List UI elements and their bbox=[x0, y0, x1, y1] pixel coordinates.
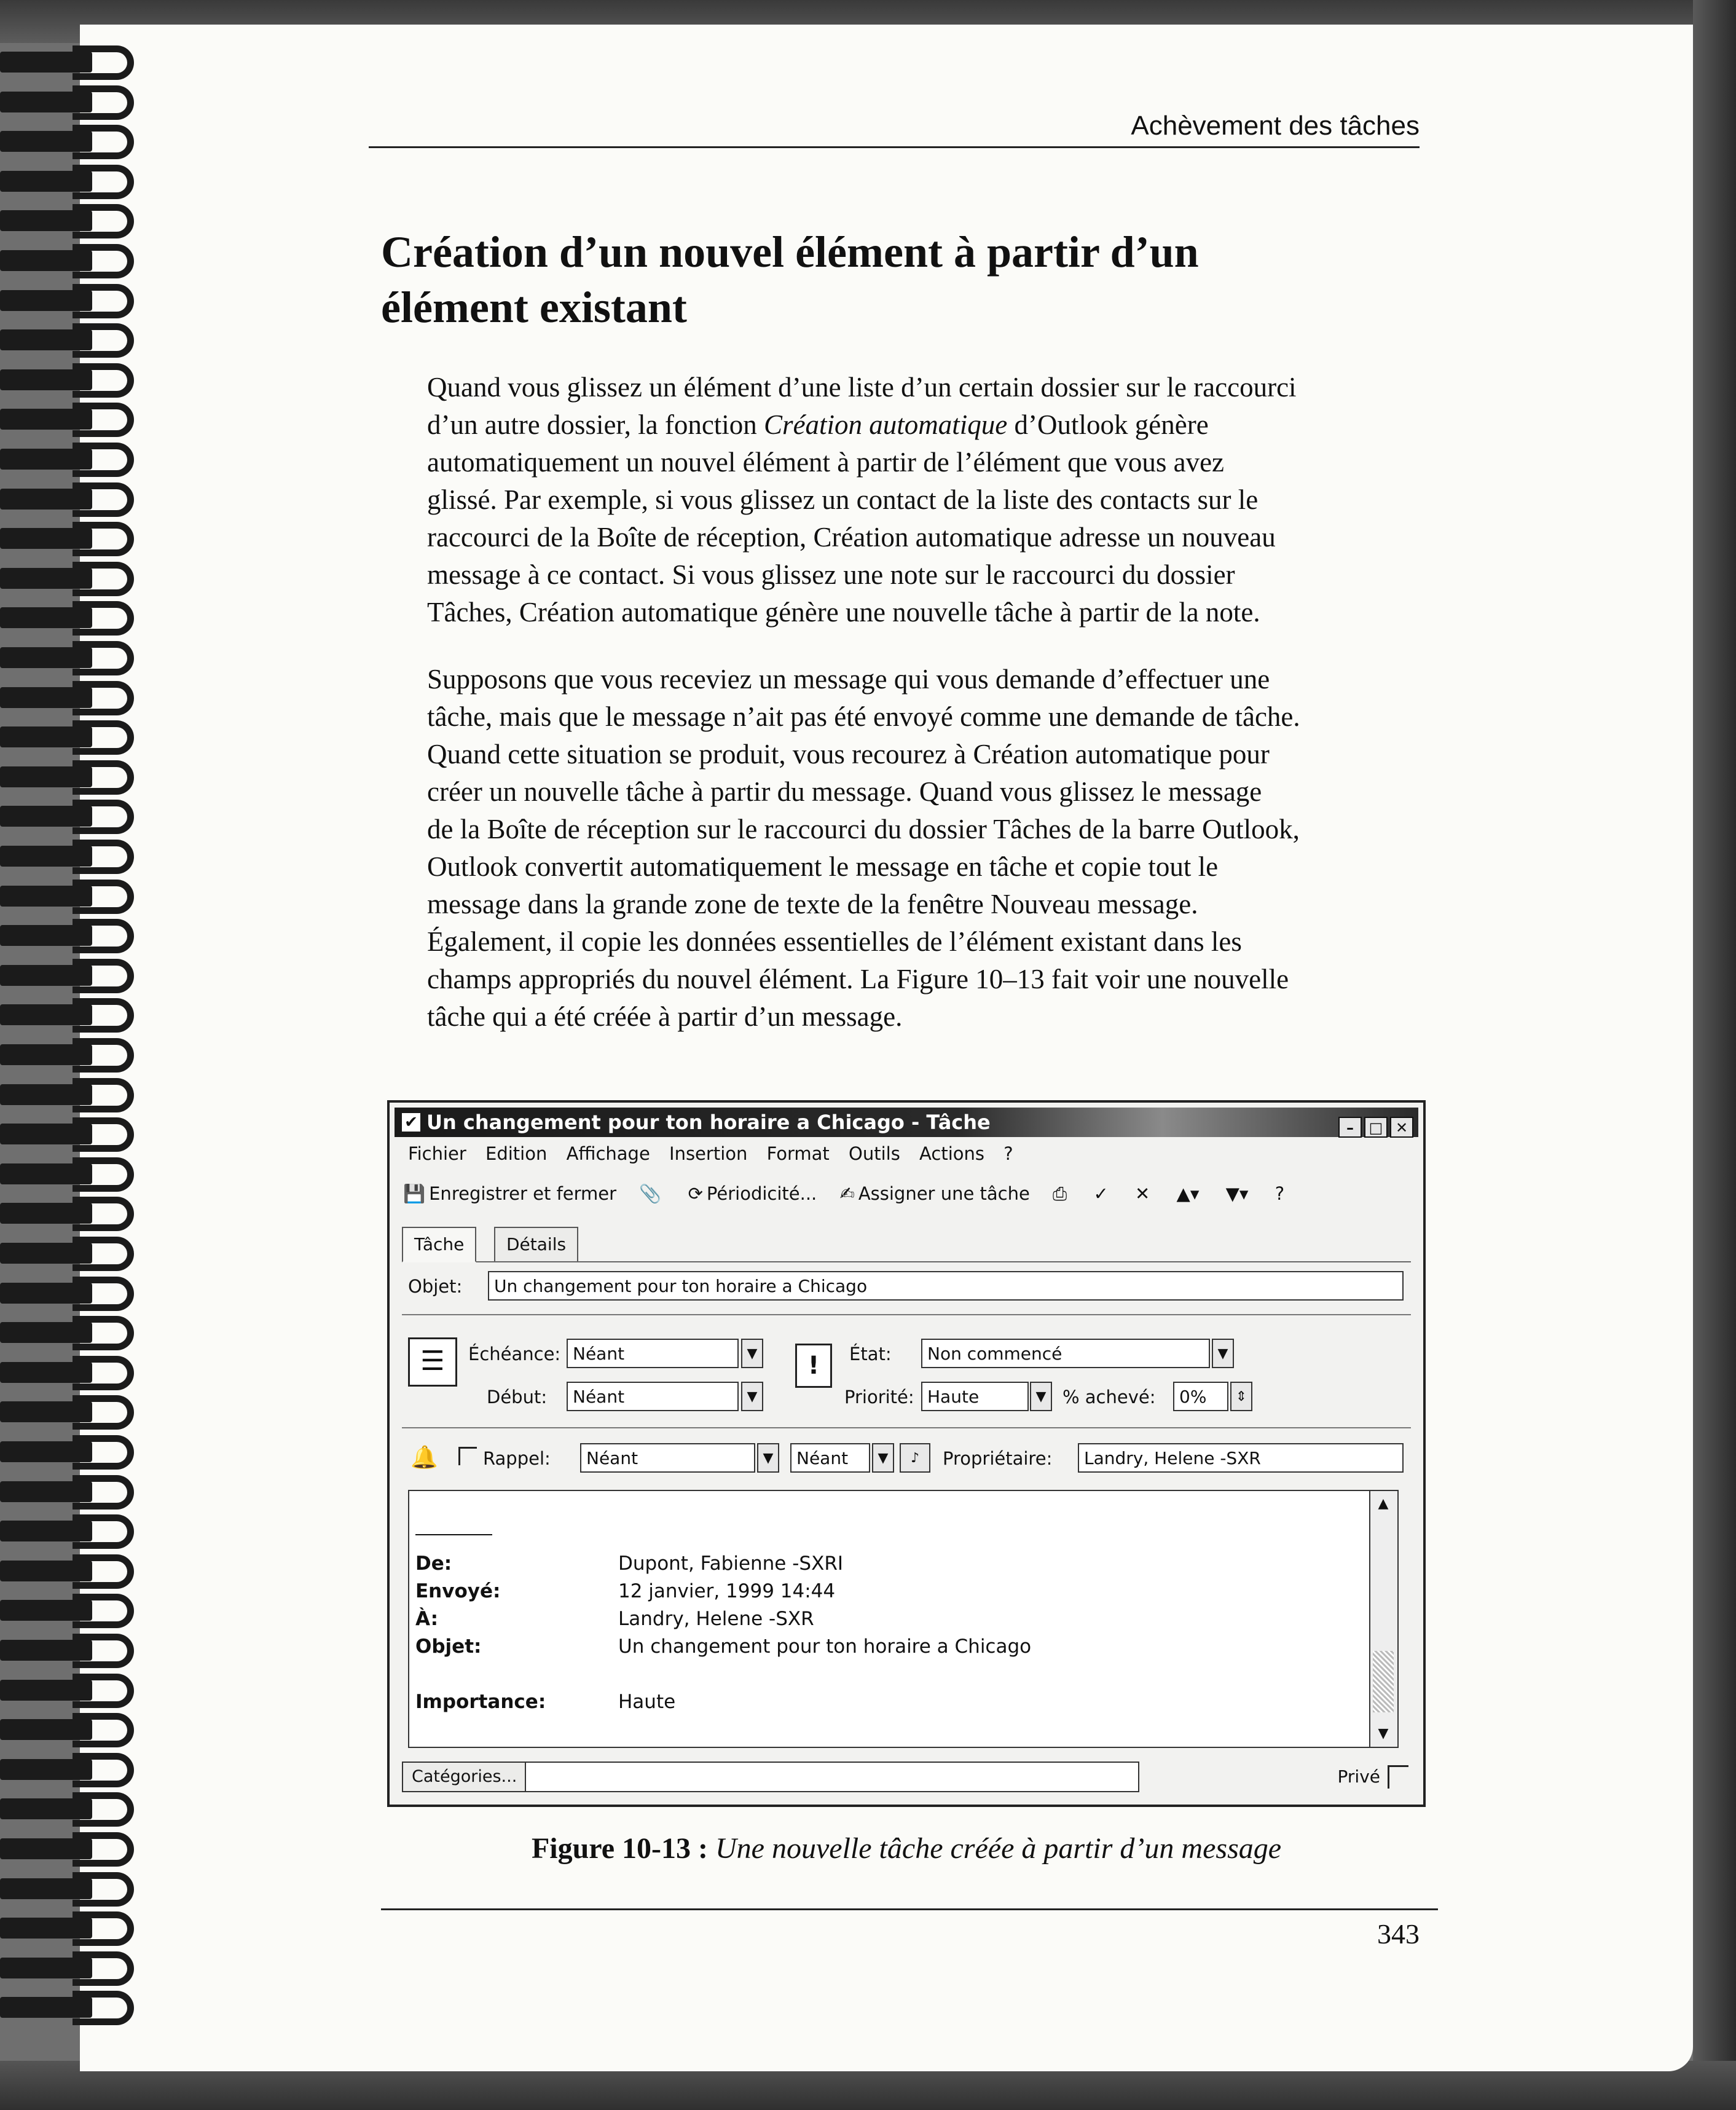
binding-coil bbox=[0, 321, 154, 360]
save-close-label: Enregistrer et fermer bbox=[429, 1183, 617, 1204]
header-subject bbox=[415, 1636, 1031, 1658]
figure-caption bbox=[387, 1832, 1426, 1865]
coil-loop bbox=[73, 1594, 134, 1628]
binding-coil bbox=[0, 1155, 154, 1194]
notes-scrollbar[interactable] bbox=[1369, 1491, 1397, 1747]
binding-coil bbox=[0, 519, 154, 559]
assign-task-label: Assigner une tâche bbox=[858, 1183, 1030, 1204]
coil-loop bbox=[73, 1792, 134, 1827]
minimize-icon[interactable]: – bbox=[1338, 1117, 1362, 1138]
msg-subject-value: Un changement pour ton horaire a Chicago bbox=[618, 1636, 1032, 1658]
coil-loop bbox=[73, 919, 134, 953]
coil-loop bbox=[73, 1554, 134, 1589]
coil-loop bbox=[73, 1911, 134, 1946]
maximize-icon[interactable]: □ bbox=[1364, 1117, 1388, 1138]
help-button[interactable] bbox=[1275, 1183, 1288, 1204]
header-from bbox=[415, 1553, 843, 1575]
coil-loop bbox=[73, 720, 134, 755]
coil-loop bbox=[73, 1078, 134, 1112]
binding-coil bbox=[0, 1591, 154, 1631]
binding-coil bbox=[0, 599, 154, 638]
binding-coil bbox=[0, 1671, 154, 1710]
binding-coil bbox=[0, 1433, 154, 1472]
page-title-line-2: élément existant bbox=[381, 283, 687, 332]
coil-loop bbox=[73, 1634, 134, 1668]
binding-coil bbox=[0, 877, 154, 916]
recurrence-icon: ⟳ bbox=[688, 1183, 703, 1204]
binding-coil bbox=[0, 83, 154, 122]
coil-loop bbox=[73, 1753, 134, 1787]
binding-coil bbox=[0, 1710, 154, 1750]
menu-insertion[interactable]: Insertion bbox=[669, 1143, 748, 1164]
subject-label: Objet: bbox=[408, 1276, 463, 1297]
from-value: Dupont, Fabienne -SXRI bbox=[618, 1553, 844, 1575]
arrow-down-icon: ▼▾ bbox=[1225, 1183, 1249, 1204]
reminder-date-dropdown-icon[interactable]: ▼ bbox=[757, 1443, 779, 1473]
complete-spinner-icon[interactable]: ⇕ bbox=[1230, 1382, 1252, 1411]
owner-input[interactable]: Landry, Helene -SXR bbox=[1078, 1443, 1404, 1473]
reminder-time-input[interactable]: Néant bbox=[790, 1443, 870, 1473]
paragraph-1 bbox=[427, 369, 1423, 631]
status-input[interactable]: Non commencé bbox=[921, 1339, 1210, 1368]
delete-icon: ✕ bbox=[1135, 1183, 1150, 1204]
binding-coil bbox=[0, 1393, 154, 1432]
binding-coil bbox=[0, 1512, 154, 1551]
coil-loop bbox=[73, 403, 134, 437]
coil-loop bbox=[73, 1435, 134, 1470]
figure-caption-text: Une nouvelle tâche créée à partir d’un message bbox=[715, 1832, 1282, 1865]
binding-coil bbox=[0, 1631, 154, 1671]
separator-2 bbox=[402, 1427, 1411, 1428]
close-icon[interactable]: ✕ bbox=[1390, 1117, 1413, 1138]
binding-coil bbox=[0, 1949, 154, 1988]
binding-coil bbox=[0, 797, 154, 837]
paperclip-icon: 📎 bbox=[639, 1183, 662, 1204]
menu-bar bbox=[408, 1143, 1027, 1164]
reminder-date-input[interactable]: Néant bbox=[580, 1443, 755, 1473]
page-title-line-1: Création d’un nouvel élément à partir d’un bbox=[381, 227, 1199, 277]
coil-loop bbox=[73, 204, 134, 238]
window-footer bbox=[402, 1759, 1411, 1793]
header-to bbox=[415, 1608, 814, 1630]
coil-loop bbox=[73, 85, 134, 120]
owner-label: Propriétaire: bbox=[943, 1448, 1053, 1469]
binding-coil bbox=[0, 1988, 154, 2028]
coil-loop bbox=[73, 165, 134, 199]
coil-loop bbox=[73, 840, 134, 874]
from-label: De: bbox=[415, 1553, 452, 1575]
importance-value: Haute bbox=[618, 1691, 676, 1713]
categories-button[interactable]: Catégories... bbox=[402, 1762, 527, 1792]
header-importance bbox=[415, 1691, 675, 1713]
menu-actions[interactable]: Actions bbox=[919, 1143, 984, 1164]
coil-loop bbox=[73, 880, 134, 914]
coil-loop bbox=[73, 1237, 134, 1271]
priority-label: Priorité: bbox=[844, 1387, 914, 1407]
paragraph-1-text-a: Quand vous glissez un élément d’une liste d’un certain dossier sur le raccourci d’un autre dossier, la fonction bbox=[427, 372, 1297, 440]
coil-loop bbox=[73, 998, 134, 1033]
coil-loop bbox=[73, 284, 134, 318]
page-title bbox=[381, 224, 1487, 335]
binding-coil bbox=[0, 400, 154, 439]
due-input[interactable]: Néant bbox=[567, 1339, 739, 1368]
binding-coil bbox=[0, 1473, 154, 1512]
binding-coil bbox=[0, 1234, 154, 1273]
coil-loop bbox=[73, 1277, 134, 1311]
binding-coil bbox=[0, 1076, 154, 1115]
binding-coil bbox=[0, 639, 154, 678]
binding-coil bbox=[0, 1313, 154, 1353]
coil-loop bbox=[73, 760, 134, 795]
coil-loop bbox=[73, 1951, 134, 1986]
binding-coil bbox=[0, 1790, 154, 1829]
binding-coil bbox=[0, 1274, 154, 1313]
start-label: Début: bbox=[487, 1387, 548, 1407]
coil-loop bbox=[73, 45, 134, 80]
status-alert-icon: ! bbox=[795, 1344, 832, 1388]
reminder-bell-icon: 🔔 bbox=[410, 1445, 438, 1470]
recurrence-button[interactable] bbox=[688, 1183, 817, 1204]
tab-tache[interactable]: Tâche bbox=[402, 1227, 476, 1262]
calendar-icon: ☰ bbox=[408, 1337, 457, 1387]
reminder-label: Rappel: bbox=[483, 1448, 551, 1469]
coil-loop bbox=[73, 1872, 134, 1907]
menu-format[interactable]: Format bbox=[766, 1143, 830, 1164]
scroll-thumb[interactable] bbox=[1373, 1651, 1394, 1712]
to-value: Landry, Helene -SXR bbox=[618, 1608, 814, 1630]
previous-item-button[interactable] bbox=[1177, 1183, 1203, 1204]
menu-fichier[interactable]: Fichier bbox=[408, 1143, 466, 1164]
task-check-icon: ✔ bbox=[402, 1113, 420, 1132]
recurrence-label: Périodicité... bbox=[706, 1183, 817, 1204]
coil-loop bbox=[73, 323, 134, 358]
coil-loop bbox=[73, 443, 134, 477]
sent-value: 12 janvier, 1999 14:44 bbox=[618, 1580, 836, 1602]
binding-coil bbox=[0, 1552, 154, 1591]
due-dropdown-icon[interactable]: ▼ bbox=[741, 1339, 763, 1368]
coil-loop bbox=[73, 959, 134, 993]
paragraph-2: Supposons que vous receviez un message qui vous demande d’effectuer une tâche, mais que le message n’ait pas été envoyé comme une demande de tâche. Quand cette situation se produit, vous recourez à Création automatique pour créer un nouvelle tâche à partir du message. Quand vous glissez le message de la Boîte de réception sur le raccourci du dossier Tâches de la barre Outlook, Outlook convertit automatiquement le message en tâche et copie tout le message dans la grande zone de texte de la fenêtre Nouveau message. Également, il copie les données essentielles de l’élément existant dans les champs appropriés du nouvel élément. La Figure 10–13 fait voir une nouvelle tâche qui a été créée à partir d’un message. bbox=[427, 664, 1300, 1032]
window-titlebar bbox=[395, 1108, 1418, 1137]
binding-coil bbox=[0, 718, 154, 757]
importance-label: Importance: bbox=[415, 1691, 546, 1713]
save-icon: 💾 bbox=[403, 1183, 426, 1204]
binding-coil bbox=[0, 559, 154, 599]
start-input[interactable]: Néant bbox=[567, 1382, 739, 1411]
priority-input[interactable]: Haute bbox=[921, 1382, 1029, 1411]
assign-task-button[interactable] bbox=[840, 1183, 1030, 1204]
subject-input[interactable]: Un changement pour ton horaire a Chicago bbox=[488, 1271, 1404, 1301]
binding-coil bbox=[0, 43, 154, 82]
binding-coil bbox=[0, 956, 154, 996]
sent-label: Envoyé: bbox=[415, 1580, 501, 1602]
tab-details[interactable]: Détails bbox=[494, 1227, 578, 1261]
binding-coil bbox=[0, 1115, 154, 1154]
binding-coil bbox=[0, 202, 154, 241]
page-number: 343 bbox=[1377, 1918, 1420, 1950]
complete-label: % achevé: bbox=[1062, 1387, 1156, 1407]
coil-loop bbox=[73, 1713, 134, 1747]
coil-loop bbox=[73, 363, 134, 398]
priority-dropdown-icon[interactable]: ▼ bbox=[1030, 1382, 1052, 1411]
binding-coil bbox=[0, 1353, 154, 1393]
binding-coil bbox=[0, 1750, 154, 1790]
binding-coil bbox=[0, 996, 154, 1035]
coil-loop bbox=[73, 1117, 134, 1152]
scroll-down-icon[interactable]: ▼ bbox=[1378, 1726, 1389, 1741]
coil-loop bbox=[73, 1475, 134, 1510]
coil-loop bbox=[73, 641, 134, 675]
binding-coil bbox=[0, 162, 154, 202]
reminder-checkbox[interactable] bbox=[458, 1447, 477, 1465]
binding-coil bbox=[0, 1194, 154, 1234]
attach-button[interactable] bbox=[639, 1183, 665, 1204]
figure-number: Figure 10-13 : bbox=[531, 1832, 708, 1865]
coil-loop bbox=[73, 482, 134, 517]
arrow-up-icon: ▲▾ bbox=[1176, 1183, 1200, 1204]
coil-loop bbox=[73, 1038, 134, 1073]
binding-coil bbox=[0, 122, 154, 162]
coil-loop bbox=[73, 1514, 134, 1549]
coil-loop bbox=[73, 522, 134, 556]
binding-coil bbox=[0, 480, 154, 519]
header-rule bbox=[369, 146, 1420, 148]
coil-loop bbox=[73, 1157, 134, 1192]
window-controls bbox=[1336, 1111, 1413, 1141]
mark-complete-icon: ✓ bbox=[1093, 1183, 1109, 1204]
binding-coil bbox=[0, 281, 154, 321]
delete-button[interactable] bbox=[1135, 1183, 1153, 1204]
coil-loop bbox=[73, 1316, 134, 1350]
separator-1 bbox=[402, 1314, 1411, 1315]
notes-body[interactable] bbox=[408, 1490, 1399, 1748]
binding-coil bbox=[0, 440, 154, 479]
binding-coil bbox=[0, 837, 154, 876]
coil-loop bbox=[73, 1356, 134, 1390]
save-close-button[interactable] bbox=[403, 1183, 616, 1204]
send-status-button[interactable] bbox=[1053, 1183, 1070, 1204]
coil-loop bbox=[73, 562, 134, 596]
paragraph-1-text-b: d’Outlook génère automatiquement un nouvel élément à partir de l’élément que vous avez glissé. Par exemple, si vous glissez un contact de la liste des contacts sur le raccourci de la Boîte de réception, Création automatique adresse un nouveau message à ce contact. Si vous glissez une note sur le raccourci du dossier Tâches, Création automatique génère une nouvelle tâche à partir de la note. bbox=[427, 409, 1276, 628]
coil-loop bbox=[73, 1991, 134, 2025]
coil-loop bbox=[73, 1674, 134, 1708]
assign-icon: ✍ bbox=[839, 1183, 855, 1204]
spiral-binding bbox=[0, 43, 160, 2041]
reminder-time-dropdown-icon[interactable]: ▼ bbox=[872, 1443, 894, 1473]
to-label: À: bbox=[415, 1608, 438, 1630]
msg-subject-label: Objet: bbox=[415, 1636, 482, 1658]
binding-coil bbox=[0, 916, 154, 956]
binding-coil bbox=[0, 361, 154, 400]
due-label: Échéance: bbox=[468, 1344, 561, 1364]
scroll-up-icon[interactable]: ▲ bbox=[1378, 1496, 1389, 1511]
coil-loop bbox=[73, 1832, 134, 1867]
header-sent bbox=[415, 1580, 835, 1602]
help-icon: ? bbox=[1275, 1183, 1285, 1204]
coil-loop bbox=[73, 681, 134, 715]
coil-loop bbox=[73, 601, 134, 636]
binding-coil bbox=[0, 679, 154, 718]
private-checkbox[interactable] bbox=[1388, 1765, 1408, 1789]
binding-coil bbox=[0, 1870, 154, 1909]
binding-coil bbox=[0, 242, 154, 281]
tab-strip bbox=[402, 1223, 1411, 1262]
message-separator bbox=[415, 1534, 492, 1535]
menu-edition[interactable]: Edition bbox=[485, 1143, 548, 1164]
coil-loop bbox=[73, 800, 134, 834]
coil-loop bbox=[73, 1197, 134, 1231]
binding-coil bbox=[0, 1830, 154, 1869]
private-label: Privé bbox=[1337, 1766, 1380, 1787]
binding-coil bbox=[0, 1036, 154, 1075]
mark-complete-button[interactable] bbox=[1093, 1183, 1112, 1204]
coil-loop bbox=[73, 1395, 134, 1430]
coil-loop bbox=[73, 244, 134, 278]
status-label: État: bbox=[849, 1344, 892, 1364]
binding-coil bbox=[0, 758, 154, 797]
categories-input[interactable] bbox=[525, 1762, 1139, 1792]
complete-input[interactable]: 0% bbox=[1173, 1382, 1228, 1411]
status-report-icon: ⎙ bbox=[1053, 1183, 1067, 1204]
menu-help[interactable]: ? bbox=[1004, 1143, 1013, 1164]
binding-coil bbox=[0, 1909, 154, 1948]
window-title: Un changement pour ton horaire a Chicago - Tâche bbox=[426, 1111, 991, 1134]
paragraph-1-italic: Création automatique bbox=[764, 409, 1008, 440]
next-item-button[interactable] bbox=[1226, 1183, 1252, 1204]
scan-right-edge bbox=[1693, 0, 1736, 2110]
figure-screenshot bbox=[387, 1100, 1426, 1807]
coil-loop bbox=[73, 125, 134, 159]
footer-rule bbox=[381, 1908, 1438, 1910]
status-dropdown-icon[interactable]: ▼ bbox=[1212, 1339, 1234, 1368]
toolbar bbox=[403, 1175, 1411, 1212]
running-header: Achèvement des tâches bbox=[1131, 111, 1420, 141]
reminder-sound-icon[interactable]: ♪ bbox=[900, 1443, 930, 1473]
start-dropdown-icon[interactable]: ▼ bbox=[741, 1382, 763, 1411]
menu-outils[interactable]: Outils bbox=[849, 1143, 900, 1164]
menu-affichage[interactable]: Affichage bbox=[566, 1143, 650, 1164]
